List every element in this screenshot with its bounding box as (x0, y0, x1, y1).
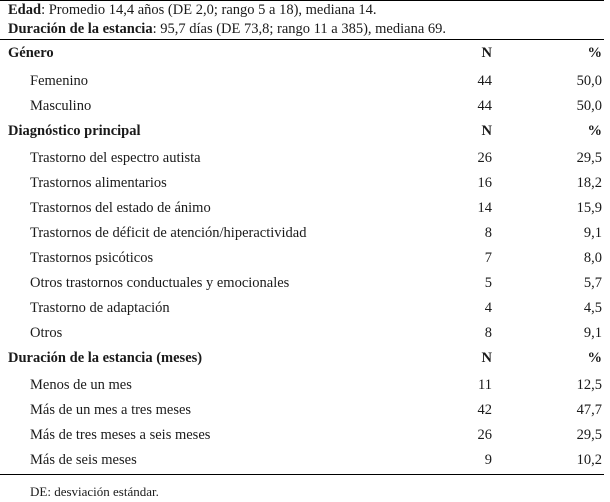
row-pct: 12,5 (576, 377, 602, 393)
row-label: Trastornos psicóticos (30, 250, 154, 266)
row-n: 7 (484, 250, 492, 266)
row-label: Más de seis meses (30, 452, 137, 468)
row-label: Trastornos del estado de ánimo (30, 200, 211, 216)
row-n: 14 (477, 200, 492, 216)
section-title: Diagnóstico principal (8, 122, 141, 139)
bottom-rule (0, 474, 604, 475)
row-pct: 9,1 (583, 325, 602, 341)
row-pct: 10,2 (576, 452, 602, 468)
row-label: Trastorno del espectro autista (30, 150, 201, 166)
row-pct: 8,0 (583, 250, 602, 266)
age-summary (0, 1, 605, 20)
stay-summary (0, 20, 605, 39)
row-pct: 29,5 (576, 427, 602, 443)
table-row (0, 171, 610, 196)
pct-header: % (587, 349, 602, 366)
table-row (0, 196, 610, 221)
table-row (0, 66, 610, 94)
row-n: 26 (477, 150, 492, 166)
age-label: Edad (8, 2, 42, 18)
row-n: 9 (484, 452, 492, 468)
row-n: 42 (477, 402, 492, 418)
row-n: 11 (478, 377, 492, 393)
row-n: 4 (484, 300, 492, 316)
n-header: N (481, 122, 492, 139)
row-n: 8 (484, 225, 492, 241)
n-header: N (481, 349, 492, 366)
row-pct: 50,0 (576, 98, 602, 114)
section-header-gender (0, 40, 610, 66)
section-title: Duración de la estancia (meses) (8, 349, 203, 366)
row-label: Masculino (30, 98, 92, 114)
table-row (0, 448, 610, 473)
table-row (0, 370, 610, 398)
row-n: 8 (484, 325, 492, 341)
row-label: Trastorno de adaptación (30, 300, 170, 316)
section-title: Género (8, 44, 54, 61)
stats-table (0, 40, 610, 473)
row-pct: 18,2 (576, 175, 602, 191)
row-pct: 9,1 (583, 225, 602, 241)
table-row (0, 221, 610, 246)
row-pct: 50,0 (576, 73, 602, 89)
section-header-diagnosis (0, 119, 610, 143)
row-label: Otros trastornos conductuales y emocionales (30, 275, 290, 291)
row-pct: 29,5 (576, 150, 602, 166)
row-n: 5 (484, 275, 492, 291)
row-n: 44 (477, 73, 492, 89)
table-row (0, 94, 610, 119)
row-n: 44 (477, 98, 492, 114)
row-label: Menos de un mes (30, 377, 132, 393)
row-label: Otros (30, 325, 63, 341)
row-label: Más de un mes a tres meses (30, 402, 192, 418)
table-row (0, 398, 610, 423)
table-row (0, 321, 610, 346)
row-pct: 5,7 (583, 275, 602, 291)
section-header-stay (0, 346, 610, 370)
row-label: Más de tres meses a seis meses (30, 427, 211, 443)
table-row (0, 296, 610, 321)
footnote: DE: desviación estándar. (30, 484, 159, 499)
row-n: 16 (477, 175, 492, 191)
n-header: N (481, 44, 492, 61)
row-pct: 15,9 (576, 200, 602, 216)
row-pct: 4,5 (583, 300, 602, 316)
row-pct: 47,7 (576, 402, 602, 418)
pct-header: % (587, 44, 602, 61)
pct-header: % (587, 122, 602, 139)
row-n: 26 (477, 427, 492, 443)
row-label: Femenino (30, 73, 88, 89)
row-label: Trastornos alimentarios (30, 175, 167, 191)
stay-label: Duración de la estancia (8, 21, 153, 37)
age-text: : Promedio 14,4 años (DE 2,0; rango 5 a 18), mediana 14. (41, 2, 377, 18)
table-row (0, 246, 610, 271)
table-row (0, 143, 610, 171)
stay-text: : 95,7 días (DE 73,8; rango 11 a 385), mediana 69. (152, 21, 447, 37)
row-label: Trastornos de déficit de atención/hiperactividad (30, 225, 307, 241)
table-row (0, 271, 610, 296)
table-row (0, 423, 610, 448)
